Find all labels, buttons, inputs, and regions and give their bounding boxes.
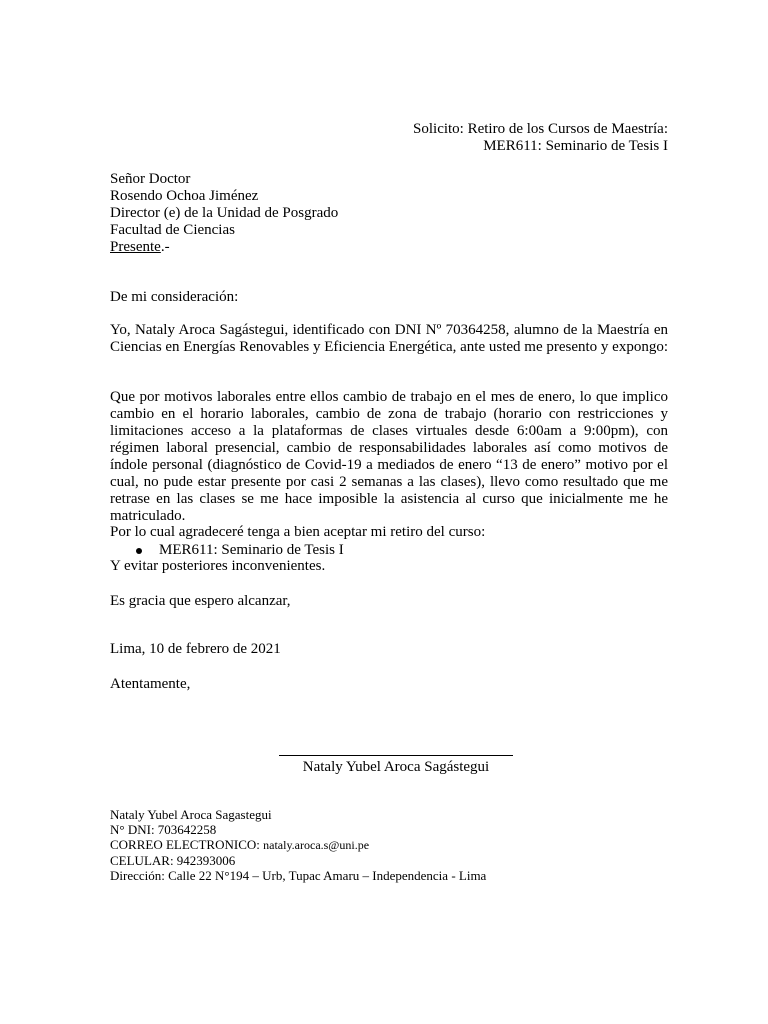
addressee-name: Rosendo Ochoa Jiménez — [110, 188, 259, 204]
subject-line-1: Solicito: Retiro de los Cursos de Maestría: — [413, 121, 668, 137]
contact-dni: N° DNI: 703642258 — [110, 822, 217, 837]
closing-thanks: Es gracia que espero alcanzar, — [110, 593, 291, 609]
contact-email-value: nataly.aroca.s@uni.pe — [263, 838, 370, 852]
reason-paragraph: Que por motivos laborales entre ellos cambio de trabajo en el mes de enero, lo que implico cambio en el horario laborales, cambio de zona de trabajo (horario con restricciones y limitaciones acceso a la plataformas de clases virtuales desde 6:00am a 9:00pm), con régimen laboral presencial, cambio de responsabilidades laborales así como motivos de índole personal (diagnóstico de Covid-19 a mediados de enero “13 de enero” motivo por el cual, no pude estar presente por casi 2 semanas a las clases), llevo como resultado que me retrase en las clases se me hace imposible la asistencia al curso que inicialmente me he matriculado. — [110, 389, 668, 524]
avoid-line: Y evitar posteriores inconvenientes. — [110, 558, 326, 574]
course-item-text: MER611: Seminario de Tesis I — [159, 542, 344, 558]
signature-name: Nataly Yubel Aroca Sagástegui — [302, 759, 490, 775]
contact-email — [110, 837, 610, 853]
presente-suffix: .- — [160, 239, 170, 255]
signature-line — [279, 755, 513, 756]
addressee-presente — [110, 239, 510, 256]
subject-line-2: MER611: Seminario de Tesis I — [483, 138, 668, 154]
contact-phone: CELULAR: 942393006 — [110, 853, 236, 868]
intro-paragraph: Yo, Nataly Aroca Sagástegui, identificado con DNI Nº 70364258, alumno de la Maestría en Ciencias en Energías Renovables y Eficiencia Energética, ante usted me presento y expongo: — [110, 322, 669, 355]
bullet-icon — [136, 548, 142, 554]
contact-email-label: CORREO ELECTRONICO: — [110, 837, 260, 852]
greeting: De mi consideración: — [110, 289, 239, 305]
contact-address: Dirección: Calle 22 N°194 – Urb, Tupac Amaru – Independencia - Lima — [110, 868, 487, 883]
request-line: Por lo cual agradeceré tenga a bien aceptar mi retiro del curso: — [110, 524, 486, 540]
closing-regards: Atentamente, — [110, 676, 191, 692]
addressee-block — [110, 171, 510, 256]
addressee-faculty: Facultad de Ciencias — [110, 222, 235, 238]
place-date: Lima, 10 de febrero de 2021 — [110, 641, 281, 657]
presente-word: Presente — [110, 239, 161, 255]
addressee-position: Director (e) de la Unidad de Posgrado — [110, 205, 339, 221]
contact-block — [110, 807, 610, 883]
contact-name: Nataly Yubel Aroca Sagastegui — [110, 807, 272, 822]
addressee-salutation: Señor Doctor — [110, 171, 191, 187]
subject-block — [300, 121, 668, 155]
